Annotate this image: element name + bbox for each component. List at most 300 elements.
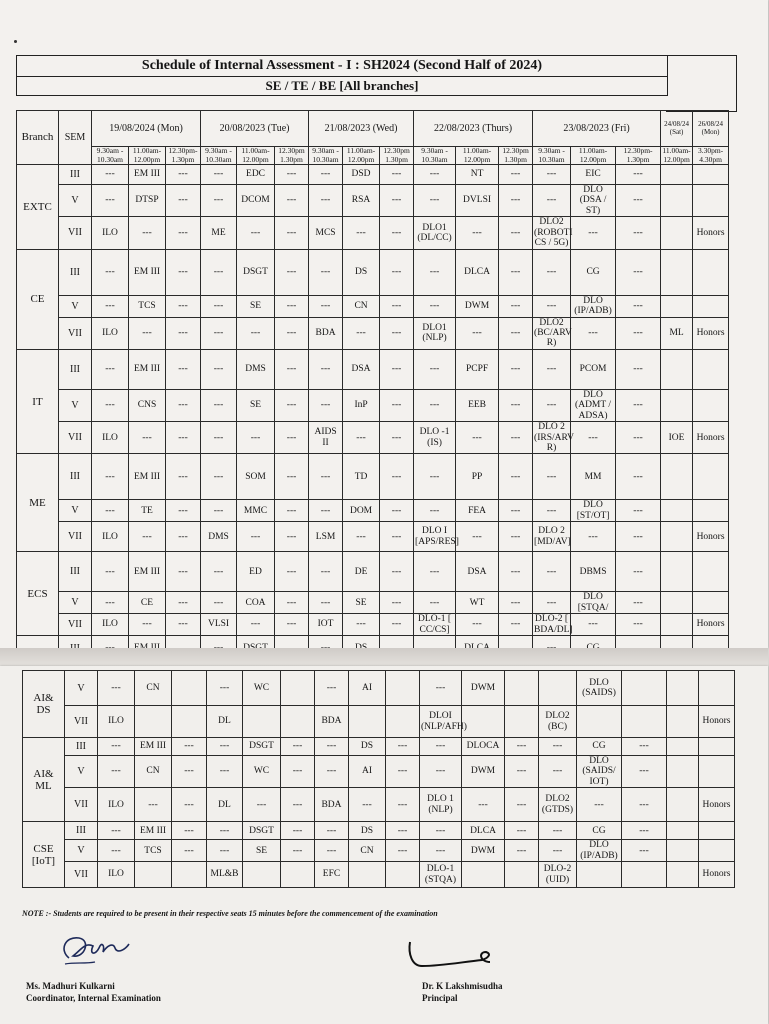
subject-cell bbox=[693, 295, 729, 317]
time-slot-header: 3.30pm- 4.30pm bbox=[693, 147, 729, 165]
page-fold bbox=[0, 648, 768, 666]
table-row bbox=[17, 614, 763, 636]
subject-cell: --- bbox=[309, 552, 343, 592]
sem-cell: III bbox=[65, 738, 98, 756]
table-row bbox=[23, 706, 769, 738]
subject-cell: --- bbox=[207, 671, 243, 706]
subject-cell: --- bbox=[166, 349, 201, 389]
subject-cell bbox=[386, 862, 420, 888]
subject-cell bbox=[693, 454, 729, 500]
header-right-box bbox=[666, 55, 737, 112]
table-row bbox=[23, 840, 769, 862]
subject-cell: DS bbox=[349, 738, 386, 756]
subject-cell: --- bbox=[462, 788, 505, 822]
subject-cell bbox=[661, 552, 693, 592]
subject-cell: --- bbox=[499, 614, 533, 636]
subject-cell: ILO bbox=[92, 217, 129, 249]
subject-cell: --- bbox=[98, 671, 135, 706]
subject-cell: --- bbox=[166, 389, 201, 421]
subject-cell: ILO bbox=[92, 317, 129, 349]
subject-cell: --- bbox=[577, 788, 622, 822]
subject-cell: DL bbox=[207, 706, 243, 738]
subject-cell: --- bbox=[616, 389, 661, 421]
subject-cell: DSD bbox=[343, 165, 380, 185]
subject-cell: --- bbox=[616, 614, 661, 636]
subject-cell: --- bbox=[92, 454, 129, 500]
subject-cell bbox=[243, 706, 281, 738]
subject-cell: --- bbox=[571, 522, 616, 552]
subject-cell: DLO 2 [MD/AV] bbox=[533, 522, 571, 552]
subject-cell: --- bbox=[129, 422, 166, 454]
subject-cell bbox=[661, 454, 693, 500]
subject-cell: --- bbox=[386, 738, 420, 756]
subject-cell: --- bbox=[166, 165, 201, 185]
subject-cell: --- bbox=[343, 422, 380, 454]
subject-cell: DWM bbox=[456, 295, 499, 317]
subject-cell: --- bbox=[414, 500, 456, 522]
sem-cell: V bbox=[65, 840, 98, 862]
subject-cell bbox=[693, 500, 729, 522]
time-slot-header: 9.30am - 10.30am bbox=[414, 147, 456, 165]
subject-cell bbox=[505, 862, 539, 888]
subject-cell: --- bbox=[275, 552, 309, 592]
subject-cell: --- bbox=[309, 592, 343, 614]
subject-cell: --- bbox=[456, 217, 499, 249]
subject-cell bbox=[539, 671, 577, 706]
subject-cell: --- bbox=[98, 822, 135, 840]
subject-cell: --- bbox=[420, 840, 462, 862]
subject-cell: --- bbox=[129, 217, 166, 249]
table-row bbox=[17, 349, 763, 389]
subject-cell bbox=[693, 592, 729, 614]
subject-cell: CN bbox=[349, 840, 386, 862]
date-header: 24/08/24 (Sat) bbox=[661, 111, 693, 147]
subject-cell bbox=[135, 862, 172, 888]
table-row bbox=[17, 249, 763, 295]
subject-cell: --- bbox=[616, 317, 661, 349]
subject-cell: --- bbox=[616, 349, 661, 389]
subject-cell: EM III bbox=[129, 249, 166, 295]
subject-cell bbox=[135, 706, 172, 738]
subject-cell: --- bbox=[499, 217, 533, 249]
subject-cell: --- bbox=[380, 552, 414, 592]
subject-cell: --- bbox=[414, 349, 456, 389]
branch-cell: CE bbox=[17, 249, 59, 349]
subject-cell: --- bbox=[275, 217, 309, 249]
subject-cell: --- bbox=[533, 349, 571, 389]
subject-cell bbox=[699, 671, 735, 706]
table-row bbox=[17, 165, 763, 185]
subject-cell: IOT bbox=[309, 614, 343, 636]
subject-cell: --- bbox=[92, 592, 129, 614]
subject-cell: PP bbox=[456, 454, 499, 500]
subject-cell: --- bbox=[275, 389, 309, 421]
subject-cell bbox=[693, 349, 729, 389]
subject-cell: --- bbox=[571, 217, 616, 249]
subject-cell: --- bbox=[315, 822, 349, 840]
table-row bbox=[23, 756, 769, 788]
sem-header: SEM bbox=[59, 111, 92, 165]
time-slot-header: 11.00am- 12.00pm bbox=[129, 147, 166, 165]
subject-cell: --- bbox=[505, 756, 539, 788]
subject-cell: --- bbox=[420, 671, 462, 706]
subject-cell: --- bbox=[539, 840, 577, 862]
subject-cell: --- bbox=[380, 295, 414, 317]
subject-cell: --- bbox=[414, 552, 456, 592]
subject-cell bbox=[667, 706, 699, 738]
subject-cell: --- bbox=[275, 422, 309, 454]
subject-cell bbox=[505, 706, 539, 738]
subject-cell: --- bbox=[166, 454, 201, 500]
subject-cell bbox=[661, 389, 693, 421]
subject-cell: --- bbox=[92, 249, 129, 295]
sem-cell: V bbox=[65, 756, 98, 788]
subject-cell: --- bbox=[571, 614, 616, 636]
subject-cell: --- bbox=[622, 788, 667, 822]
subject-cell: --- bbox=[275, 165, 309, 185]
subject-cell bbox=[661, 185, 693, 217]
subject-cell: --- bbox=[622, 840, 667, 862]
subject-cell: MM bbox=[571, 454, 616, 500]
sem-cell: III bbox=[59, 165, 92, 185]
subject-cell: --- bbox=[380, 592, 414, 614]
coordinator-name: Ms. Madhuri Kulkarni bbox=[26, 981, 115, 991]
subject-cell: DSGT bbox=[243, 738, 281, 756]
subject-cell: SOM bbox=[237, 454, 275, 500]
subject-cell: --- bbox=[309, 349, 343, 389]
subject-cell: --- bbox=[499, 249, 533, 295]
subject-cell: DSGT bbox=[237, 249, 275, 295]
subject-cell: DE bbox=[343, 552, 380, 592]
subject-cell: --- bbox=[207, 822, 243, 840]
subject-cell: --- bbox=[380, 165, 414, 185]
subject-cell: CN bbox=[135, 671, 172, 706]
schedule-table-bottom bbox=[22, 670, 769, 888]
subject-cell: --- bbox=[315, 840, 349, 862]
subject-cell bbox=[699, 756, 735, 788]
subject-cell: DLO (ADMT / ADSA) bbox=[571, 389, 616, 421]
subject-cell: --- bbox=[166, 522, 201, 552]
subject-cell: EDC bbox=[237, 165, 275, 185]
subject-cell: DLOI (NLP/AFH) bbox=[420, 706, 462, 738]
subject-cell: DLO2 (BC) bbox=[539, 706, 577, 738]
subject-cell: ML bbox=[661, 317, 693, 349]
subject-cell bbox=[386, 706, 420, 738]
subject-cell bbox=[693, 249, 729, 295]
subject-cell bbox=[667, 788, 699, 822]
subject-cell bbox=[172, 671, 207, 706]
sem-cell: V bbox=[59, 500, 92, 522]
table-row bbox=[23, 822, 769, 840]
subject-cell: --- bbox=[386, 788, 420, 822]
subject-cell: --- bbox=[343, 614, 380, 636]
subject-cell: NT bbox=[456, 165, 499, 185]
subject-cell: --- bbox=[386, 840, 420, 862]
subject-cell bbox=[281, 671, 315, 706]
subject-cell: --- bbox=[281, 822, 315, 840]
subject-cell: --- bbox=[309, 295, 343, 317]
subject-cell: --- bbox=[386, 822, 420, 840]
subject-cell bbox=[172, 862, 207, 888]
subject-cell: InP bbox=[343, 389, 380, 421]
sem-cell: III bbox=[59, 249, 92, 295]
subject-cell: --- bbox=[237, 422, 275, 454]
subject-cell: --- bbox=[343, 522, 380, 552]
subject-cell: EFC bbox=[315, 862, 349, 888]
subject-cell: DLO [STQA/ bbox=[571, 592, 616, 614]
subject-cell: --- bbox=[616, 185, 661, 217]
subject-cell: --- bbox=[505, 738, 539, 756]
subject-cell: DLO -1 (IS) bbox=[414, 422, 456, 454]
subject-cell: --- bbox=[505, 822, 539, 840]
subject-cell: MCS bbox=[309, 217, 343, 249]
subject-cell: DLO (IP/ADB) bbox=[577, 840, 622, 862]
subject-cell bbox=[281, 706, 315, 738]
subject-cell: --- bbox=[129, 522, 166, 552]
sem-cell: VII bbox=[59, 422, 92, 454]
subject-cell: --- bbox=[237, 317, 275, 349]
subject-cell bbox=[693, 389, 729, 421]
subject-cell: DLO-2 [ BDA/DL] bbox=[534, 614, 573, 635]
subject-cell bbox=[462, 862, 505, 888]
subject-cell bbox=[661, 349, 693, 389]
subject-cell: AI bbox=[349, 756, 386, 788]
subject-cell: --- bbox=[380, 217, 414, 249]
subject-cell: --- bbox=[98, 738, 135, 756]
subject-cell: --- bbox=[275, 592, 309, 614]
date-header: 19/08/2024 (Mon) bbox=[92, 111, 201, 147]
subject-cell bbox=[699, 840, 735, 862]
subject-cell: --- bbox=[533, 165, 571, 185]
time-slot-header: 9.30am - 10.30am bbox=[201, 147, 237, 165]
subject-cell: --- bbox=[166, 614, 201, 636]
subject-cell bbox=[661, 217, 693, 249]
subject-cell: --- bbox=[201, 500, 237, 522]
subject-cell: TCS bbox=[135, 840, 172, 862]
branch-header: Branch bbox=[17, 111, 59, 165]
subject-cell: EM III bbox=[135, 822, 172, 840]
subject-cell bbox=[693, 165, 729, 185]
subject-cell: --- bbox=[309, 500, 343, 522]
subject-cell: FEA bbox=[456, 500, 499, 522]
subject-cell: DSA bbox=[456, 552, 499, 592]
subject-cell: --- bbox=[533, 185, 571, 217]
subject-cell bbox=[667, 671, 699, 706]
branch-cell: ME bbox=[17, 454, 59, 552]
date-header: 20/08/2023 (Tue) bbox=[201, 111, 309, 147]
subject-cell: --- bbox=[499, 422, 533, 454]
time-slot-header: 12.30pm 1.30pm bbox=[499, 147, 533, 165]
subject-cell: DS bbox=[343, 249, 380, 295]
date-header: 26/08/24 (Mon) bbox=[693, 111, 729, 147]
subject-cell: --- bbox=[201, 552, 237, 592]
subject-cell: VLSI bbox=[201, 614, 237, 636]
subject-cell: --- bbox=[92, 552, 129, 592]
subject-cell bbox=[693, 185, 729, 217]
subject-cell: --- bbox=[414, 454, 456, 500]
branch-cell: EXTC bbox=[17, 165, 59, 250]
subject-cell: DWM bbox=[462, 671, 505, 706]
subject-cell: --- bbox=[201, 389, 237, 421]
subject-cell: --- bbox=[533, 500, 571, 522]
subject-cell bbox=[699, 738, 735, 756]
sem-cell: III bbox=[59, 552, 92, 592]
sem-cell: VII bbox=[59, 217, 92, 249]
subject-cell: --- bbox=[309, 185, 343, 217]
sem-cell: V bbox=[65, 671, 98, 706]
subject-cell: --- bbox=[166, 500, 201, 522]
subject-cell: --- bbox=[505, 840, 539, 862]
subject-cell: PCOM bbox=[571, 349, 616, 389]
subject-cell: --- bbox=[315, 756, 349, 788]
subject-cell: EM III bbox=[135, 738, 172, 756]
subject-cell: DLOCA bbox=[462, 738, 505, 756]
subject-cell: --- bbox=[386, 756, 420, 788]
document-header bbox=[16, 55, 668, 96]
subject-cell: --- bbox=[309, 389, 343, 421]
table-row bbox=[17, 522, 763, 552]
subject-cell: --- bbox=[499, 165, 533, 185]
subject-cell: AI bbox=[349, 671, 386, 706]
subject-cell: SE bbox=[237, 295, 275, 317]
subject-cell: --- bbox=[275, 500, 309, 522]
subject-cell: Honors bbox=[699, 706, 735, 738]
time-slot-header: 9.30am - 10.30am bbox=[309, 147, 343, 165]
date-header: 23/08/2023 (Fri) bbox=[533, 111, 661, 147]
subject-cell: ILO bbox=[92, 422, 129, 454]
subject-cell: --- bbox=[616, 454, 661, 500]
schedule-table-top bbox=[16, 110, 763, 662]
subject-cell: --- bbox=[243, 788, 281, 822]
subject-cell: --- bbox=[499, 389, 533, 421]
subject-cell: --- bbox=[201, 349, 237, 389]
subject-cell: CG bbox=[577, 822, 622, 840]
subject-cell bbox=[577, 706, 622, 738]
sem-cell: V bbox=[59, 389, 92, 421]
subject-cell: --- bbox=[499, 454, 533, 500]
subject-cell: DS bbox=[349, 822, 386, 840]
subject-cell bbox=[667, 840, 699, 862]
subject-cell: --- bbox=[533, 295, 571, 317]
subject-cell: --- bbox=[622, 756, 667, 788]
subject-cell: --- bbox=[380, 249, 414, 295]
sem-cell: III bbox=[65, 822, 98, 840]
subject-cell: --- bbox=[499, 500, 533, 522]
principal-role: Principal bbox=[422, 993, 458, 1003]
sem-cell: VII bbox=[59, 317, 92, 349]
subject-cell: --- bbox=[237, 217, 275, 249]
subject-cell: ILO bbox=[98, 862, 135, 888]
time-slot-header: 9.30am - 10.30am bbox=[533, 147, 571, 165]
subject-cell bbox=[622, 706, 667, 738]
time-slot-header: 9.30am - 10.30am bbox=[92, 147, 129, 165]
principal-name: Dr. K Lakshmisudha bbox=[422, 981, 503, 991]
subject-cell: DMS bbox=[237, 349, 275, 389]
table-row bbox=[17, 454, 763, 500]
subject-cell: CE bbox=[129, 592, 166, 614]
subject-cell: --- bbox=[309, 454, 343, 500]
subject-cell: --- bbox=[201, 165, 237, 185]
subject-cell: COA bbox=[237, 592, 275, 614]
subject-cell bbox=[661, 295, 693, 317]
subject-cell: --- bbox=[622, 738, 667, 756]
subject-cell: ED bbox=[237, 552, 275, 592]
subject-cell: SE bbox=[343, 592, 380, 614]
subject-cell: DLO 1 (NLP) bbox=[420, 788, 462, 822]
subject-cell: --- bbox=[207, 738, 243, 756]
subject-cell: --- bbox=[539, 756, 577, 788]
subject-cell: --- bbox=[616, 249, 661, 295]
subject-cell: TE bbox=[129, 500, 166, 522]
subject-cell: --- bbox=[166, 185, 201, 217]
subject-cell: ILO bbox=[92, 614, 129, 636]
subject-cell: --- bbox=[166, 422, 201, 454]
table-row bbox=[17, 552, 763, 592]
subject-cell: --- bbox=[172, 756, 207, 788]
subject-cell: --- bbox=[616, 422, 661, 454]
subject-cell bbox=[577, 862, 622, 888]
subject-cell: DLO [ST/OT] bbox=[571, 500, 616, 522]
subject-cell bbox=[622, 862, 667, 888]
subject-cell: --- bbox=[380, 389, 414, 421]
subject-cell bbox=[243, 862, 281, 888]
sem-cell: V bbox=[59, 592, 92, 614]
subject-cell: --- bbox=[456, 317, 499, 349]
subject-cell: CNS bbox=[129, 389, 166, 421]
subject-cell: --- bbox=[135, 788, 172, 822]
subject-cell: --- bbox=[92, 185, 129, 217]
subject-cell: IOE bbox=[661, 422, 693, 454]
subject-cell: DCOM bbox=[237, 185, 275, 217]
subject-cell: --- bbox=[201, 422, 237, 454]
subject-cell: Honors bbox=[693, 522, 729, 552]
subject-cell: DLO (IP/ADB) bbox=[571, 295, 616, 317]
subject-cell: DLO (SAIDS) bbox=[577, 671, 622, 706]
subject-cell: DWM bbox=[462, 840, 505, 862]
subject-cell: --- bbox=[166, 295, 201, 317]
subject-cell bbox=[667, 738, 699, 756]
time-slot-header: 11.00am- 12.00pm bbox=[571, 147, 616, 165]
subject-cell: --- bbox=[275, 185, 309, 217]
subject-cell: --- bbox=[315, 738, 349, 756]
subject-cell bbox=[661, 500, 693, 522]
subject-cell: --- bbox=[533, 592, 571, 614]
subject-cell: --- bbox=[237, 522, 275, 552]
subject-cell: --- bbox=[499, 295, 533, 317]
subject-cell: --- bbox=[420, 822, 462, 840]
subject-cell: --- bbox=[92, 165, 129, 185]
subject-cell: WT bbox=[456, 592, 499, 614]
subject-cell bbox=[505, 671, 539, 706]
subject-cell: --- bbox=[207, 756, 243, 788]
subject-cell: PCPF bbox=[456, 349, 499, 389]
subject-cell bbox=[462, 706, 505, 738]
sem-cell: VII bbox=[59, 522, 92, 552]
subject-cell: --- bbox=[616, 552, 661, 592]
subject-cell bbox=[667, 756, 699, 788]
subject-cell: DL bbox=[207, 788, 243, 822]
sem-cell: V bbox=[59, 295, 92, 317]
coordinator-role: Coordinator, Internal Examination bbox=[26, 993, 161, 1003]
table-row bbox=[17, 389, 763, 421]
table-row bbox=[23, 788, 769, 822]
subject-cell: --- bbox=[275, 349, 309, 389]
subject-cell: LSM bbox=[309, 522, 343, 552]
subject-cell: --- bbox=[414, 249, 456, 295]
subject-cell: --- bbox=[616, 295, 661, 317]
subject-cell: --- bbox=[414, 592, 456, 614]
time-slot-header: 12.30pm- 1.30pm bbox=[166, 147, 201, 165]
